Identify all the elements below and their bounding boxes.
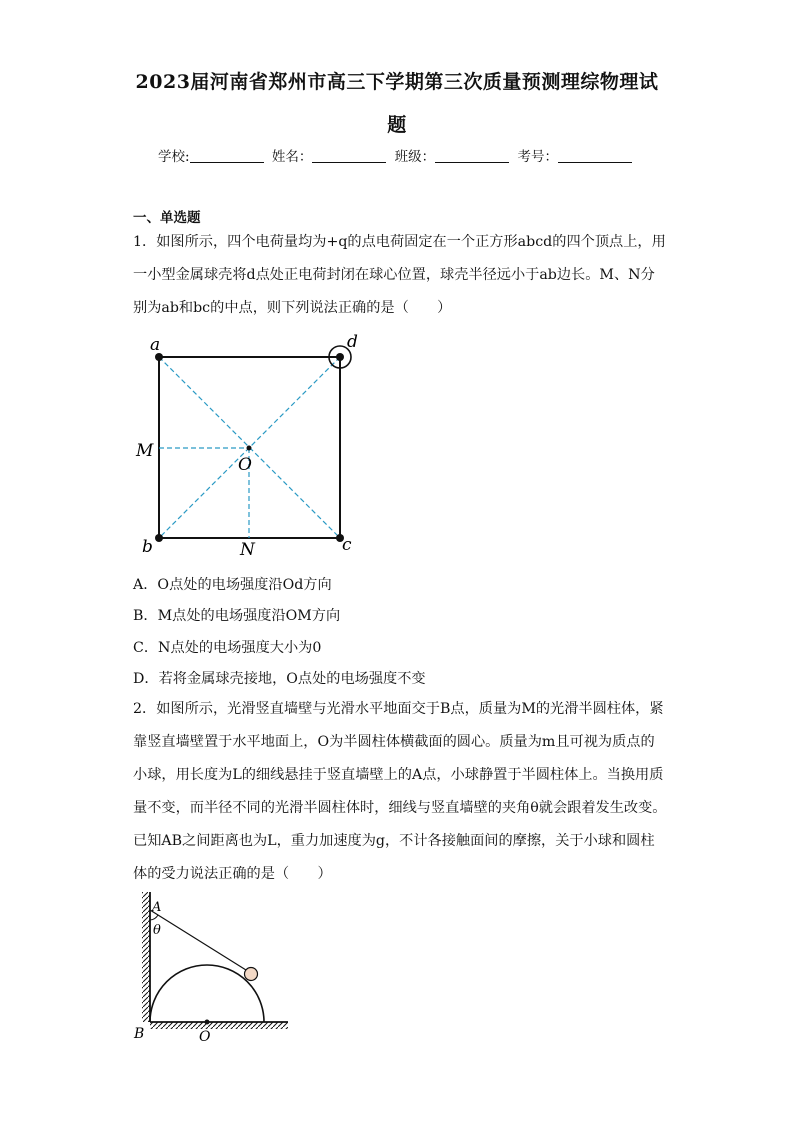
q1-square-figure [130, 330, 370, 565]
label-d: d [347, 332, 358, 352]
exam-number-blank [558, 148, 632, 163]
center-O [205, 1020, 210, 1025]
q1-option-c: C．N点处的电场强度大小为0 [133, 640, 322, 656]
angle-arc [150, 915, 158, 920]
q2-wall-figure [128, 882, 303, 1052]
label-O: O [199, 1029, 211, 1045]
q2-line: 已知AB之间距离也为L，重力加速度为g，不计各接触面间的摩擦，关于小球和圆柱 [133, 833, 655, 849]
school-label: 学校: [158, 149, 190, 165]
wall-hatching [142, 892, 150, 1022]
label-N: N [240, 540, 255, 560]
name-blank [312, 148, 386, 163]
q2-line: 2．如图所示，光滑竖直墙壁与光滑水平地面交于B点，质量为M的光滑半圆柱体，紧 [133, 701, 664, 717]
student-info-row [0, 145, 794, 165]
school-blank [190, 148, 264, 163]
center-O [247, 446, 252, 451]
small-ball [245, 968, 258, 981]
page-title-line1: 2023届河南省郑州市高三下学期第三次质量预测理综物理试 [135, 71, 659, 93]
question-2-stem [133, 693, 673, 891]
label-M: M [136, 441, 154, 461]
question-1-stem [133, 226, 673, 325]
label-a: a [150, 335, 161, 355]
label-c: c [342, 535, 352, 555]
ground-hatching [150, 1022, 288, 1029]
q1-line: 1．如图所示，四个电荷量均为+q的点电荷固定在一个正方形abcd的四个顶点上，用 [133, 234, 666, 250]
charge-d [336, 353, 344, 361]
section-heading: 一、单选题 [133, 210, 201, 226]
class-label: 班级： [394, 149, 436, 165]
class-blank [435, 148, 509, 163]
q1-option-b: B．M点处的电场强度沿OM方向 [133, 608, 341, 624]
q2-line: 量不变，而半径不同的光滑半圆柱体时，细线与竖直墙壁的夹角θ就会跟着发生改变。 [133, 800, 667, 816]
label-O: O [238, 455, 252, 475]
label-b: b [142, 537, 153, 557]
q2-line: 体的受力说法正确的是（ ） [133, 866, 332, 882]
string-line [150, 910, 246, 970]
page-title-line2: 题 [387, 114, 407, 136]
exam-number-label: 考号： [517, 149, 558, 165]
q2-line: 小球，用长度为L的细线悬挂于竖直墙壁上的A点，小球静置于半圆柱体上。当换用质 [133, 767, 664, 783]
charge-b [155, 534, 163, 542]
label-A: A [152, 900, 162, 915]
q1-option-d: D．若将金属球壳接地，O点处的电场强度不变 [133, 671, 426, 687]
name-label: 姓名： [271, 149, 313, 165]
label-theta: θ [153, 923, 161, 938]
q1-option-a: A．O点处的电场强度沿Od方向 [133, 577, 332, 593]
q1-line: 一小型金属球壳将d点处正电荷封闭在球心位置，球壳半径远小于ab边长。M、N分 [133, 267, 655, 283]
q1-line: 别为ab和bc的中点，则下列说法正确的是（ ） [133, 300, 452, 316]
label-B: B [134, 1026, 145, 1042]
q2-line: 靠竖直墙壁置于水平地面上，O为半圆柱体横截面的圆心。质量为m且可视为质点的 [133, 734, 655, 750]
